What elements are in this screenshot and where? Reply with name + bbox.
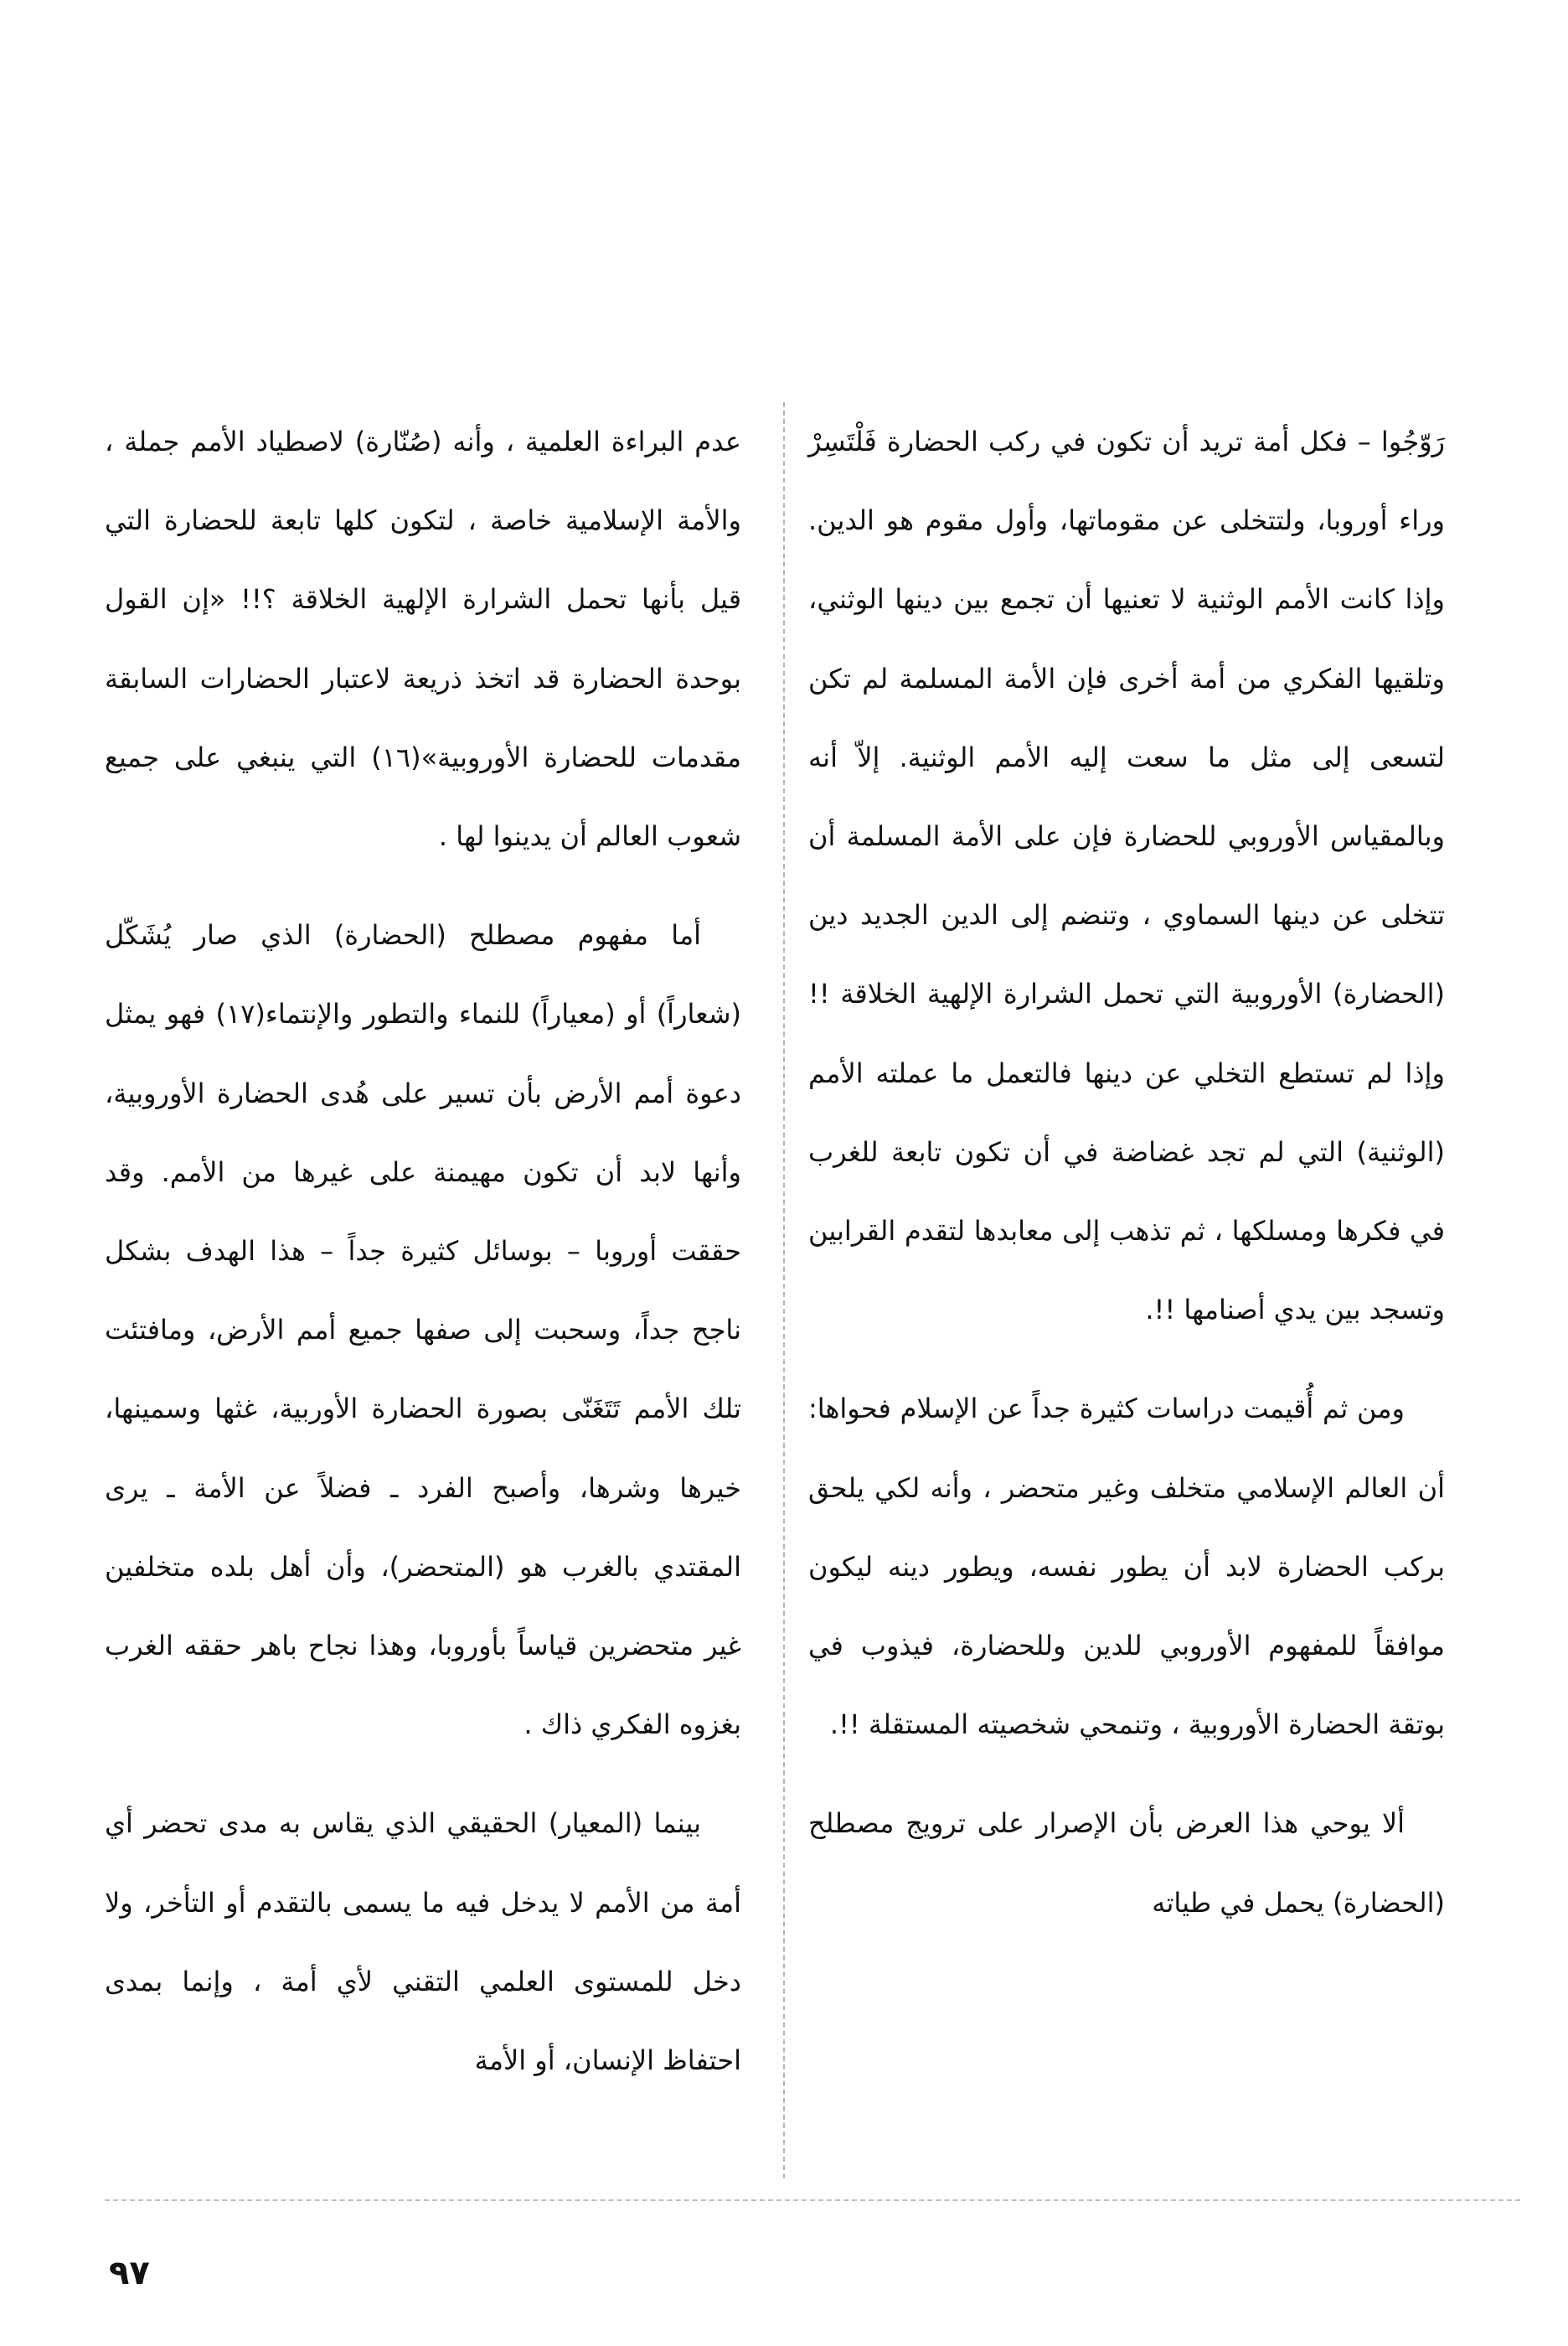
paragraph: عدم البراءة العلمية ، وأنه (صُنّارة) لاصطياد الأمم جملة ، والأمة الإسلامية خاصة ، لتكون كلها تابعة للحضارة التي قيل بأنها تحمل الشرارة الإلهية الخلاقة ؟!! «إن القول بوحدة الحضارة قد اتخذ ذريعة لاعتبار الحضارات السابقة مقدمات للحضارة الأوروبية»(١٦) التي ينبغي على جميع شعوب العالم أن يدينوا لها . [105,426,742,853]
paragraph: بينما (المعيار) الحقيقي الذي يقاس به مدى تحضر أي أمة من الأمم لا يدخل فيه ما يسمى بالتقدم أو التأخر، ولا دخل للمستوى العلمي التقني لأي أمة ، وإنما بمدى احتفاظ الإنسان، أو الأمة [105,1807,741,2077]
paragraph: أما مفهوم مصطلح (الحضارة) الذي صار يُشَكّل (شعاراً) أو (معياراً) للنماء والتطور والإنتماء(١٧) فهو يمثل دعوة أمم الأرض بأن تسير على هُدى الحضارة الأوروبية، وأنها لابد أن تكون مهيمنة على غيرها من الأمم. وقد حققت أوروبا – بوسائل كثيرة جداً – هذا الهدف بشكل ناجح جداً، وسحبت إلى صفها جميع أمم الأرض، ومافتئت تلك الأمم تَتَغَنّى بصورة الحضارة الأوربية، غثها وسمينها، خيرها وشرها، وأصبح الفرد ـ فضلاً عن الأمة ـ يرى المقتدي بالغرب هو (المتحضر)، وأن أهل بلده متخلفين غير متحضرين قياساً بأوروبا، وهذا نجاح باهر حققه الغرب بغزوه الفكري ذاك . [105,919,742,1741]
right-text-column [808,402,1445,1942]
page-number: ٩٧ [109,2254,150,2292]
column-divider [783,402,785,2178]
paragraph: رَوّجُوا – فكل أمة تريد أن تكون في ركب الحضارة فَلْتَسِرْ وراء أوروبا، ولتتخلى عن مقوماتها، وأول مقوم هو الدين. وإذا كانت الأمم الوثنية لا تعنيها أن تجمع بين دينها الوثني، وتلقيها الفكري من أمة أخرى فإن الأمة المسلمة لم تكن لتسعى إلى مثل ما سعت إليه الأمم الوثنية. إلاّ أنه وبالمقياس الأوروبي للحضارة فإن على الأمة المسلمة أن تتخلى عن دينها السماوي ، وتنضم إلى الدين الجديد دين (الحضارة) الأوروبية التي تحمل الشرارة الإلهية الخلاقة !! وإذا لم تستطع التخلي عن دينها فالتعمل ما عملته الأمم (الوثنية) التي لم تجد غضاضة في أن تكون تابعة للغرب في فكرها ومسلكها ، ثم تذهب إلى معابدها لتقدم القرابين وتسجد بين يدي أصنامها !!. [808,426,1445,1326]
paragraph: ألا يوحي هذا العرض بأن الإصرار على ترويج مصطلح (الحضارة) يحمل في طياته [808,1807,1445,1919]
paragraph: ومن ثم أُقيمت دراسات كثيرة جداً عن الإسلام فحواها: أن العالم الإسلامي متخلف وغير متحضر ، وأنه لكي يلحق بركب الحضارة لابد أن يطور نفسه، ويطور دينه ليكون موافقاً للمفهوم الأوروبي للدين وللحضارة، فيذوب في بوتقة الحضارة الأوروبية ، وتنمحي شخصيته المستقلة !!. [808,1393,1445,1741]
footer-rule [105,2199,1520,2201]
left-text-column [105,402,741,2100]
